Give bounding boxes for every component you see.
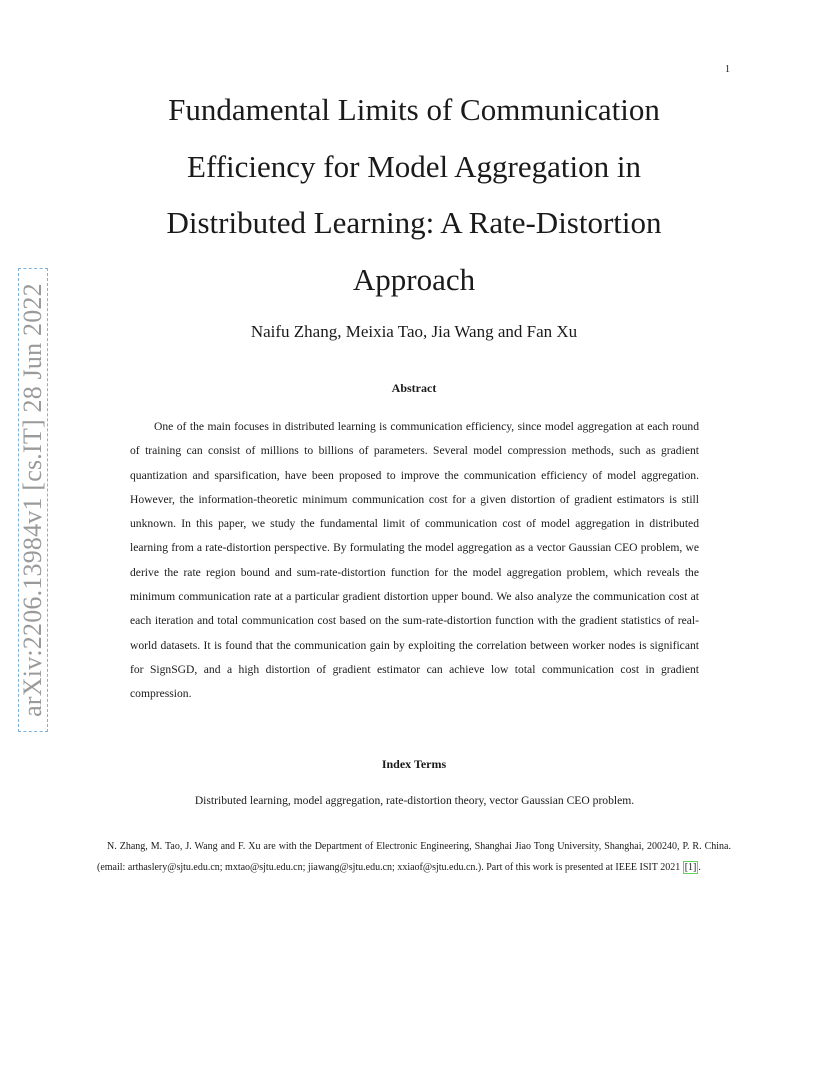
paper-title: Fundamental Limits of Communication Efficiency for Model Aggregation in Distributed Learning: A Rate-Distortion Approach	[166, 92, 662, 297]
author-affiliation-footnote	[97, 836, 731, 879]
arxiv-stamp-link[interactable]	[18, 268, 48, 732]
abstract-text: One of the main focuses in distributed learning is communication efficiency, since model aggregation at each round of training can consist of millions to billions of parameters. Several model compression methods, such as gradient quantization and sparsification, have been proposed to improve the communication efficiency of model aggregation. However, the information-theoretic minimum communication cost for a given distortion of gradient estimators is still unknown. In this paper, we study the fundamental limit of communication cost of model aggregation in distributed learning from a rate-distortion perspective. By formulating the model aggregation as a vector Gaussian CEO problem, we derive the rate region bound and sum-rate-distortion function for the model aggregation problem, which reveals the minimum communication rate at a particular gradient distortion upper bound. We also analyze the communication cost at each iteration and total communication cost based on the sum-rate-distortion function with the gradient statistics of real-world datasets. It is found that the communication gain by exploiting the correlation between worker nodes is significant for SignSGD, and a high distortion of gradient estimator can achieve low total communication cost in gradient compression.	[130, 420, 699, 701]
abstract-heading: Abstract	[391, 381, 437, 395]
footnote-text: N. Zhang, M. Tao, J. Wang and F. Xu are with the Department of Electronic Engineering, Shanghai Jiao Tong University, Shanghai, 200240, P. R. China. (email: arthaslery@sjtu.edu.cn; mxtao@sjtu.edu.cn; jiawang@sjtu.edu.cn; xxiaof@sjtu.edu.cn.). Part of this work is presented at IEEE ISIT 2021	[97, 841, 731, 874]
index-terms-text: Distributed learning, model aggregation, rate-distortion theory, vector Gaussian CEO problem.	[194, 794, 635, 807]
author-list: Naifu Zhang, Meixia Tao, Jia Wang and Fan Xu	[250, 322, 578, 341]
index-terms-heading: Index Terms	[381, 757, 447, 771]
footnote-end: .	[698, 862, 701, 874]
page-number: 1	[725, 64, 730, 75]
arxiv-identifier: arXiv:2206.13984v1 [cs.IT] 28 Jun 2022	[18, 283, 47, 717]
citation-link[interactable]: [1]	[684, 862, 697, 874]
